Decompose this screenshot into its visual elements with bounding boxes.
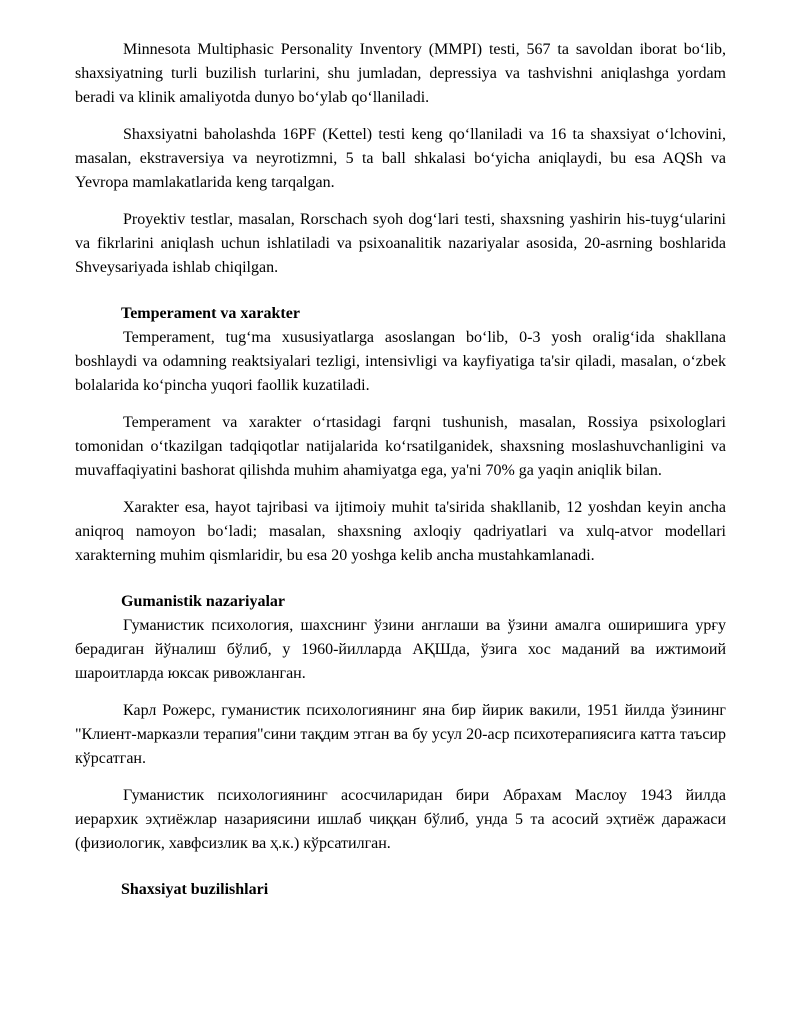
paragraph-humanistic-2: Карл Рожерс, гуманистик психологиянинг яна бир йирик вакили, 1951 йилда ўзининг "Клиент-марказли терапия"сини тақдим этган ва бу усул 20-аср психотерапиясига катта таъсир кўрсатган. xyxy=(75,702,726,767)
heading-humanistic: Gumanistik nazariyalar xyxy=(121,593,286,610)
paragraph-mmpi: Minnesota Multiphasic Personality Inventory (MMPI) testi, 567 ta savoldan iborat bo‘lib, shaxsiyatning turli buzilish turlarini, shu jumladan, depressiya va tashvishni aniqlashga yordam beradi va klinik amaliyotda dunyo bo‘ylab qo‘llaniladi. xyxy=(75,41,726,106)
paragraph-humanistic-1: Гуманистик психология, шахснинг ўзини англаши ва ўзини амалга оширишига урғу берадиган йўналиш бўлиб, у 1960-йилларда АҚШда, ўзига хос маданий ва ижтимоий шароитларда юксак ривожланган. xyxy=(75,617,726,682)
paragraph-16pf: Shaxsiyatni baholashda 16PF (Kettel) testi keng qo‘llaniladi va 16 ta shaxsiyat o‘lchovini, masalan, ekstraversiya va neyrotizmni, 5 ta ball shkalasi bo‘yicha aniqlaydi, bu esa AQSh va Yevropa mamlakatlarida keng tarqalgan. xyxy=(75,126,726,191)
paragraph-projective-tests: Proyektiv testlar, masalan, Rorschach syoh dog‘lari testi, shaxsning yashirin his-tuyg‘ularini va fikrlarini aniqlash uchun ishlatiladi va psixoanalitik nazariyalar asosida, 20-asrning boshlarida Shveysariyada ishlab chiqilgan. xyxy=(75,211,726,276)
heading-temperament: Temperament va xarakter xyxy=(121,305,300,322)
paragraph-temperament-2: Temperament va xarakter o‘rtasidagi farqni tushunish, masalan, Rossiya psixologlari tomonidan o‘tkazilgan tadqiqotlar natijalarida ko‘rsatilganidek, shaxsning moslashuvchanligini va muvaffaqiyatini bashorat qilishda muhim ahamiyatga ega, ya'ni 70% ga yaqin aniqlik bilan. xyxy=(75,414,726,479)
heading-personality-disorders: Shaxsiyat buzilishlari xyxy=(121,881,269,898)
paragraph-temperament-1: Temperament, tug‘ma xususiyatlarga asoslangan bo‘lib, 0-3 yosh oralig‘ida shakllana boshlaydi va odamning reaktsiyalari tezligi, intensivligi va kayfiyatiga ta'sir qiladi, masalan, o‘zbek bolalarida ko‘pincha yuqori faollik kuzatiladi. xyxy=(75,329,726,394)
paragraph-humanistic-3: Гуманистик психологиянинг асосчиларидан бири Абрахам Маслоу 1943 йилда иерархик эҳтиёжлар назариясини ишлаб чиққан бўлиб, унда 5 та асосий эҳтиёж даражаси (физиологик, хавфсизлик ва ҳ.к.) кўрсатилган. xyxy=(75,787,726,852)
document-page xyxy=(75,38,726,902)
paragraph-temperament-3: Xarakter esa, hayot tajribasi va ijtimoiy muhit ta'sirida shakllanib, 12 yoshdan keyin ancha aniqroq namoyon bo‘ladi; masalan, shaxsning axloqiy qadriyatlari va xulq-atvor modellari xarakterning muhim qismlaridir, bu esa 20 yoshga kelib ancha mustahkamlanadi. xyxy=(75,499,726,564)
